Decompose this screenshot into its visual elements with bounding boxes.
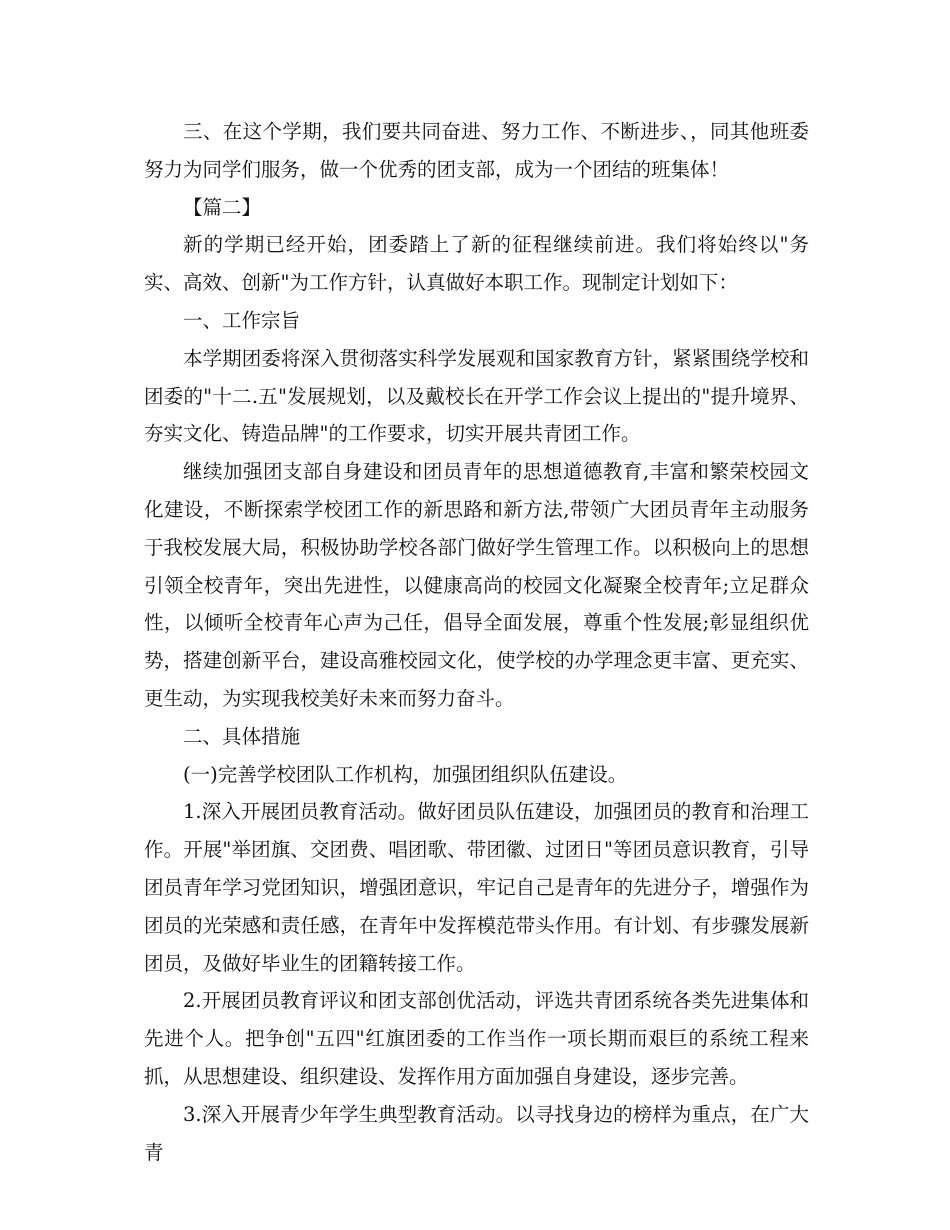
list-item-1: 1.深入开展团员教育活动。做好团员队伍建设，加强团员的教育和治理工作。开展"举团旗、交团费、唱团歌、带团徽、过团日"等团员意识教育，引导团员青年学习党团知识，增强团意识，牢记自己是青年的先进分子，增强作为团员的光荣感和责任感，在青年中发挥模范带头作用。有计划、有步骤发展新团员，及做好毕业生的团籍转接工作。 bbox=[144, 800, 809, 975]
list-item-3: 3.深入开展青少年学生典型教育活动。以寻找身边的榜样为重点，在广大青 bbox=[144, 1102, 809, 1164]
paragraph-intro: 新的学期已经开始，团委踏上了新的征程继续前进。我们将始终以"务实、高效、创新"为工作方针，认真做好本职工作。现制定计划如下： bbox=[144, 233, 809, 295]
heading-specific-measures: 二、具体措施 bbox=[183, 724, 301, 748]
document-body bbox=[144, 113, 809, 1171]
paragraph-work-purpose: 本学期团委将深入贯彻落实科学发展观和国家教育方针，紧紧围绕学校和团委的"十二.五"发展规划，以及戴校长在开学工作会议上提出的"提升境界、夯实文化、铸造品牌"的工作要求，切实开展共青团工作。 bbox=[144, 346, 809, 446]
list-item-2: 2.开展团员教育评议和团支部创优活动，评选共青团系统各类先进集体和先进个人。把争创"五四"红旗团委的工作当作一项长期而艰巨的系统工程来抓，从思想建设、组织建设、发挥作用方面加强自身建设，逐步完善。 bbox=[144, 989, 809, 1088]
paragraph-strengthen-branch: 继续加强团支部自身建设和团员青年的思想道德教育,丰富和繁荣校园文化建设，不断探索学校团工作的新思路和新方法,带领广大团员青年主动服务于我校发展大局，积极协助学校各部门做好学生管理工作。以积极向上的思想引领全校青年，突出先进性，以健康高尚的校园文化凝聚全校青年;立足群众性，以倾听全校青年心声为己任，倡导全面发展，尊重个性发展;彰显组织优势，搭建创新平台，建设高雅校园文化，使学校的办学理念更丰富、更充实、更生动，为实现我校美好未来而努力奋斗。 bbox=[144, 460, 809, 710]
paragraph-semester-goal: 三、在这个学期，我们要共同奋进、努力工作、不断进步、，同其他班委努力为同学们服务，做一个优秀的团支部，成为一个团结的班集体！ bbox=[144, 120, 809, 181]
section-heading-part-two: 【篇二】 bbox=[183, 195, 262, 219]
subheading-improve-structure: (一)完善学校团队工作机构，加强团组织队伍建设。 bbox=[183, 762, 628, 786]
heading-work-purpose: 一、工作宗旨 bbox=[183, 308, 301, 332]
